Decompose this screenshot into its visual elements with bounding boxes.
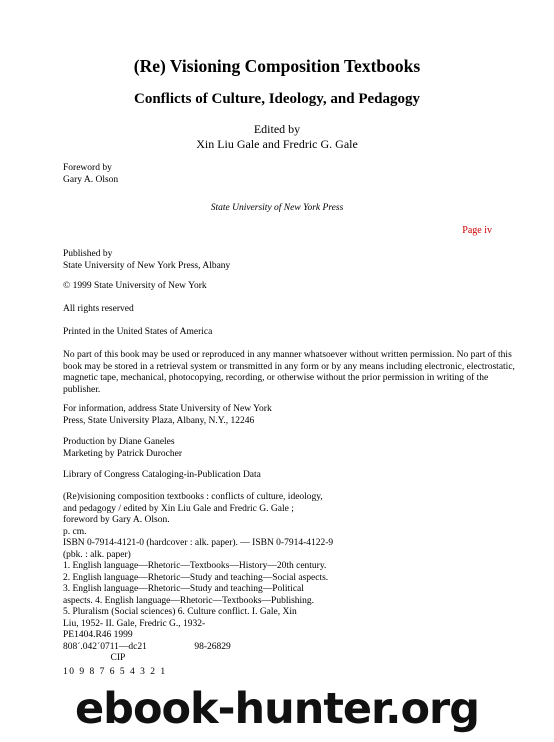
printed-line: Printed in the United States of America [63,327,213,337]
marketing-line: Marketing by Patrick Durocher [63,448,182,459]
published-by-block [63,249,493,272]
edited-by-label: Edited by [253,122,301,136]
cip-line: (pbk. : alk. paper) [63,549,131,560]
cip-heading: Library of Congress Cataloging-in-Publication Data [63,470,261,480]
book-title: (Re) Visioning Composition Textbooks [133,56,421,76]
cip-line: 808´.042´0711—dc21 98-26829 [63,641,231,652]
production-block [63,437,493,460]
cip-line: p. cm. [63,526,87,537]
cip-data-block [63,492,493,665]
foreword-author: Gary A. Olson [63,174,119,185]
cip-line: CIP [63,653,126,663]
foreword-block [63,163,493,186]
cip-line: foreword by Gary A. Olson. [63,515,170,525]
permission-line: magnetic tape, mechanical, photocopying, recording, or otherwise without the prior permission in writing of the [63,373,489,383]
production-line: Production by Diane Ganeles [63,437,175,447]
permission-line: book may be stored in a retrieval system or transmitted in any form or by any means including electronic, electrostatic, [63,361,515,372]
cip-line: and pedagogy / edited by Xin Liu Gale and Fredric G. Gale ; [63,503,294,514]
permission-line: publisher. [63,384,101,395]
cip-line: (Re)visioning composition textbooks : conflicts of culture, ideology, [63,492,323,502]
book-subtitle: Conflicts of Culture, Ideology, and Pedagogy [134,91,420,107]
cip-line: ISBN 0-7914-4121-0 (hardcover : alk. paper). — ISBN 0-7914-4122-9 [63,538,334,548]
editors-names: Xin Liu Gale and Fredric G. Gale [196,137,358,151]
cip-line: 1. English language—Rhetoric—Textbooks—History—20th century. [63,561,327,571]
publisher-italic: State University of New York Press [210,203,344,213]
cip-line: PE1404.R46 1999 [63,630,133,640]
rights-line: All rights reserved [63,304,134,314]
cip-line: aspects. 4. English language—Rhetoric—Textbooks—Publishing. [63,595,315,606]
permission-notice [63,350,515,396]
published-by-press: State University of New York Press, Albany [63,260,231,271]
copyright-line: © 1999 State University of New York [63,281,207,291]
cip-line: 2. English language—Rhetoric—Study and teaching—Social aspects. [63,572,329,583]
foreword-label: Foreword by [63,163,112,173]
published-by-label: Published by [63,249,113,259]
permission-line: No part of this book may be used or reproduced in any manner whatsoever without written permission. No part of this [63,350,512,360]
editors-block [0,122,554,152]
information-line: For information, address State University of New York [63,404,272,414]
cip-line: 3. English language—Rhetoric—Study and teaching—Political [63,584,304,594]
cip-line: 5. Pluralism (Social sciences) 6. Culture conflict. I. Gale, Xin [63,607,297,617]
printing-numbers: 10 9 8 7 6 5 4 3 2 1 [63,667,167,677]
watermark-logo: ebook-hunter.org [75,684,479,734]
information-block [63,404,493,427]
cip-line: Liu, 1952- II. Gale, Fredric G., 1932- [63,618,206,629]
page-reference: Page iv [462,225,492,236]
information-line: Press, State University Plaza, Albany, N.Y., 12246 [63,415,255,426]
